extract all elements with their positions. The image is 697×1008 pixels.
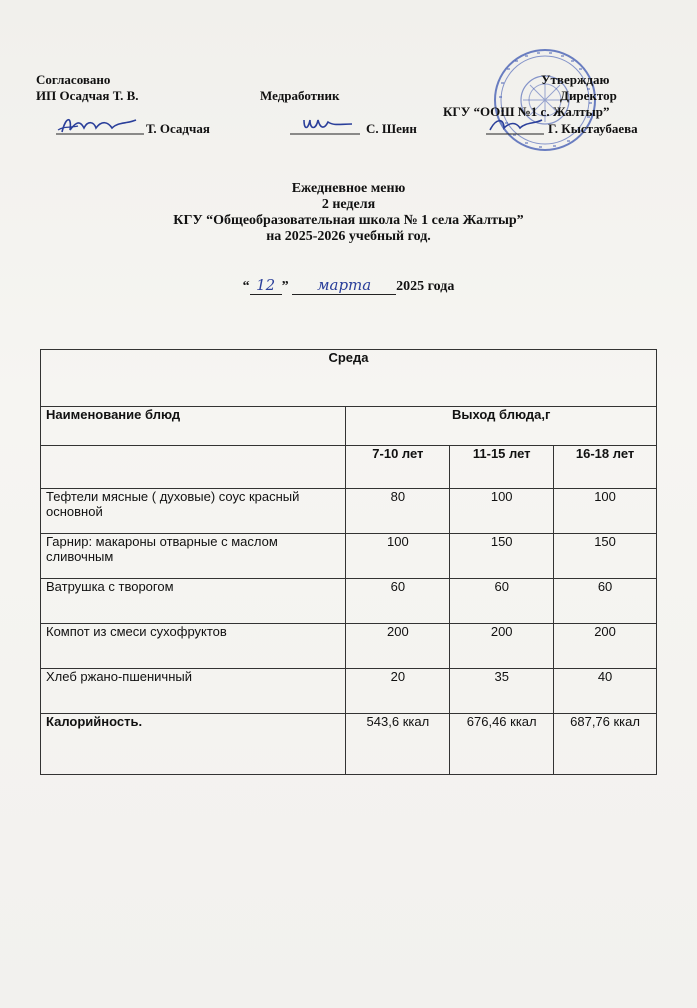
day-name: Среда <box>41 350 657 407</box>
calories-row <box>41 714 657 775</box>
dish-output-7-10: 200 <box>346 624 450 669</box>
table-row <box>41 669 657 714</box>
dish-output-7-10: 100 <box>346 534 450 579</box>
week-label: 2 неделя <box>321 197 376 212</box>
school-name: КГУ “Общеобразовательная школа № 1 села Жалтыр” <box>173 213 524 228</box>
table-row <box>41 579 657 624</box>
approval-right-role: Директор <box>560 88 617 103</box>
dish-output-11-15: 100 <box>450 489 554 534</box>
document-title: Ежедневное меню <box>291 181 406 196</box>
signature-osadchaya <box>50 112 146 138</box>
age-group-header: 11-15 лет <box>450 446 554 489</box>
calories-16-18: 687,76 ккал <box>554 714 657 775</box>
date-year: 2025 года <box>396 279 455 294</box>
approval-right-org: КГУ “ООШ №1 с. Жалтыр” <box>443 104 610 119</box>
table-row <box>41 489 657 534</box>
signature-shein <box>290 112 362 138</box>
menu-table <box>40 349 657 775</box>
academic-year: на 2025-2026 учебный год. <box>266 229 431 244</box>
approval-right-sign-name: Г. Кыстаубаева <box>548 121 638 136</box>
dish-output-11-15: 150 <box>450 534 554 579</box>
approval-left-name: ИП Осадчая Т. В. <box>36 88 139 103</box>
dish-output-11-15: 60 <box>450 579 554 624</box>
date-open-quote: “ <box>242 279 250 294</box>
age-group-header: 16-18 лет <box>554 446 657 489</box>
column-output-header: Выход блюда,г <box>346 407 657 446</box>
signature-kystaubaeva <box>486 114 546 138</box>
table-row <box>41 534 657 579</box>
approval-left-title: Согласовано <box>36 72 111 87</box>
dish-output-16-18: 100 <box>554 489 657 534</box>
dish-name: Гарнир: макароны отварные с маслом сливочным <box>41 534 346 579</box>
dish-output-7-10: 60 <box>346 579 450 624</box>
dish-output-7-10: 20 <box>346 669 450 714</box>
approval-right-title: Утверждаю <box>541 72 610 87</box>
dish-name: Компот из смеси сухофруктов <box>41 624 346 669</box>
dish-output-16-18: 200 <box>554 624 657 669</box>
approval-middle-sign-name: С. Шеин <box>366 121 417 136</box>
calories-11-15: 676,46 ккал <box>450 714 554 775</box>
calories-label: Калорийность. <box>41 714 346 775</box>
age-group-header: 7-10 лет <box>346 446 450 489</box>
table-row <box>41 624 657 669</box>
age-group-empty-cell <box>41 446 346 489</box>
column-dish-header: Наименование блюд <box>41 407 346 446</box>
dish-output-16-18: 150 <box>554 534 657 579</box>
dish-name: Хлеб ржано-пшеничный <box>41 669 346 714</box>
dish-output-16-18: 60 <box>554 579 657 624</box>
approval-left-sign-name: Т. Осадчая <box>146 121 210 136</box>
dish-output-11-15: 200 <box>450 624 554 669</box>
date-day: 12 <box>250 276 282 295</box>
date-month: марта <box>292 276 396 295</box>
dish-output-7-10: 80 <box>346 489 450 534</box>
dish-output-11-15: 35 <box>450 669 554 714</box>
document-date <box>0 276 697 295</box>
dish-name: Тефтели мясные ( духовые) соус красный основной <box>41 489 346 534</box>
dish-output-16-18: 40 <box>554 669 657 714</box>
calories-7-10: 543,6 ккал <box>346 714 450 775</box>
dish-name: Ватрушка с творогом <box>41 579 346 624</box>
date-close-quote: ” <box>281 279 289 294</box>
approval-middle-title: Медработник <box>260 88 340 103</box>
